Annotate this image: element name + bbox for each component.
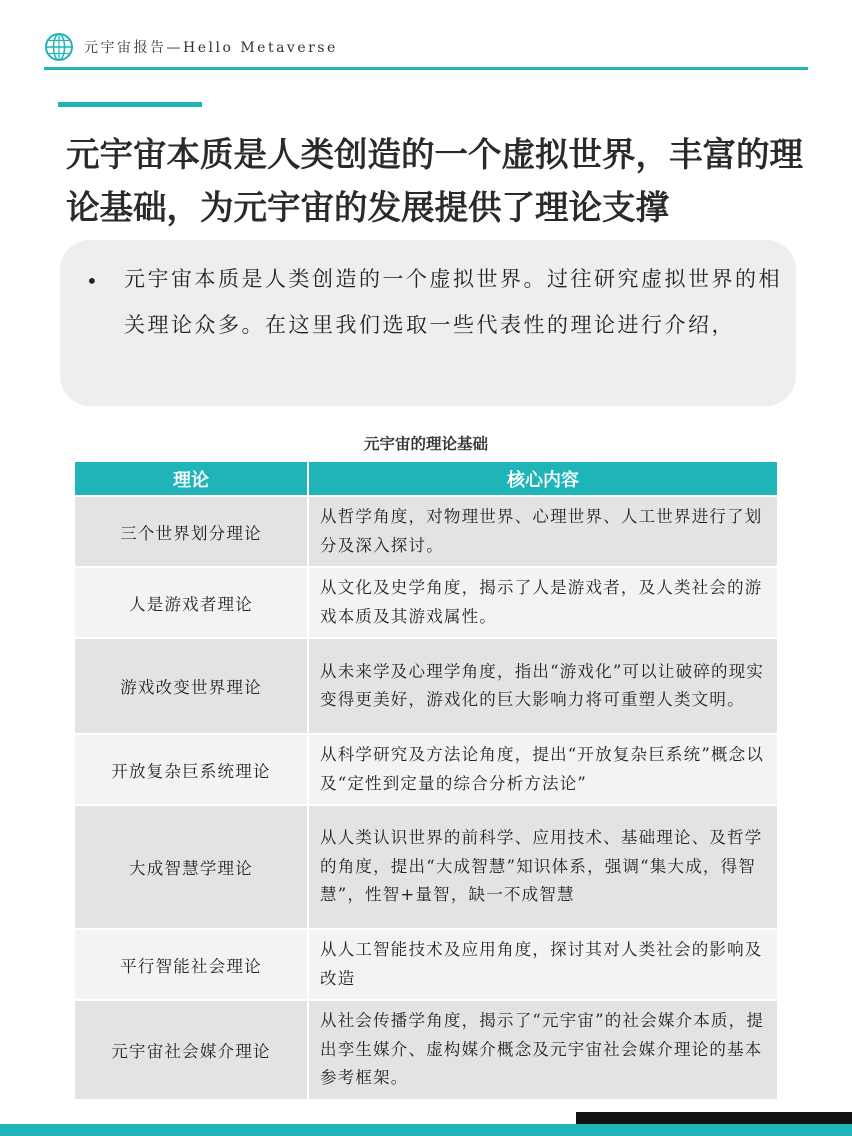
column-header-content: 核心内容	[308, 462, 777, 496]
theory-name: 三个世界划分理论	[75, 496, 308, 567]
theory-name: 大成智慧学理论	[75, 805, 308, 929]
table-header-row	[75, 462, 777, 496]
header-divider	[44, 67, 808, 70]
table-row	[75, 734, 777, 805]
bullet-marker: •	[86, 269, 98, 293]
intro-callout	[60, 240, 796, 406]
page-header	[44, 30, 338, 64]
intro-text: 元宇宙本质是人类创造的一个虚拟世界。过往研究虚拟世界的相关理论众多。在这里我们选取一些代表性的理论进行介绍，	[124, 267, 782, 337]
report-title: 元宇宙报告—Hello Metaverse	[84, 40, 338, 56]
table-row	[75, 929, 777, 1000]
table-row	[75, 1000, 777, 1100]
table-row	[75, 567, 777, 638]
footer-teal-bar	[0, 1124, 852, 1136]
headline-accent-bar	[58, 102, 202, 107]
globe-icon	[44, 32, 74, 62]
theory-name: 平行智能社会理论	[75, 929, 308, 1000]
theory-name: 开放复杂巨系统理论	[75, 734, 308, 805]
table-row	[75, 805, 777, 929]
column-header-theory: 理论	[75, 462, 308, 496]
theory-name: 人是游戏者理论	[75, 567, 308, 638]
theory-content: 从人类认识世界的前科学、应用技术、基础理论、及哲学的角度，提出“大成智慧”知识体系，强调“集大成，得智慧”，性智+量智，缺一不成智慧	[308, 805, 777, 929]
theory-content: 从文化及史学角度，揭示了人是游戏者，及人类社会的游戏本质及其游戏属性。	[308, 567, 777, 638]
theory-content: 从科学研究及方法论角度，提出“开放复杂巨系统”概念以及“定性到定量的综合分析方法论”	[308, 734, 777, 805]
theory-content: 从未来学及心理学角度，指出“游戏化”可以让破碎的现实变得更美好，游戏化的巨大影响力将可重塑人类文明。	[308, 638, 777, 734]
footer-black-bar	[576, 1112, 852, 1124]
table-caption: 元宇宙的理论基础	[363, 435, 488, 453]
theory-content: 从社会传播学角度，揭示了“元宇宙”的社会媒介本质，提出孪生媒介、虚构媒介概念及元宇宙社会媒介理论的基本参考框架。	[308, 1000, 777, 1100]
page-headline: 元宇宙本质是人类创造的一个虚拟世界，丰富的理论基础，为元宇宙的发展提供了理论支撑	[66, 135, 803, 227]
theory-content: 从人工智能技术及应用角度，探讨其对人类社会的影响及改造	[308, 929, 777, 1000]
theory-table	[75, 462, 777, 1101]
theory-name: 游戏改变世界理论	[75, 638, 308, 734]
theory-name: 元宇宙社会媒介理论	[75, 1000, 308, 1100]
table-row	[75, 496, 777, 567]
theory-content: 从哲学角度，对物理世界、心理世界、人工世界进行了划分及深入探讨。	[308, 496, 777, 567]
table-row	[75, 638, 777, 734]
